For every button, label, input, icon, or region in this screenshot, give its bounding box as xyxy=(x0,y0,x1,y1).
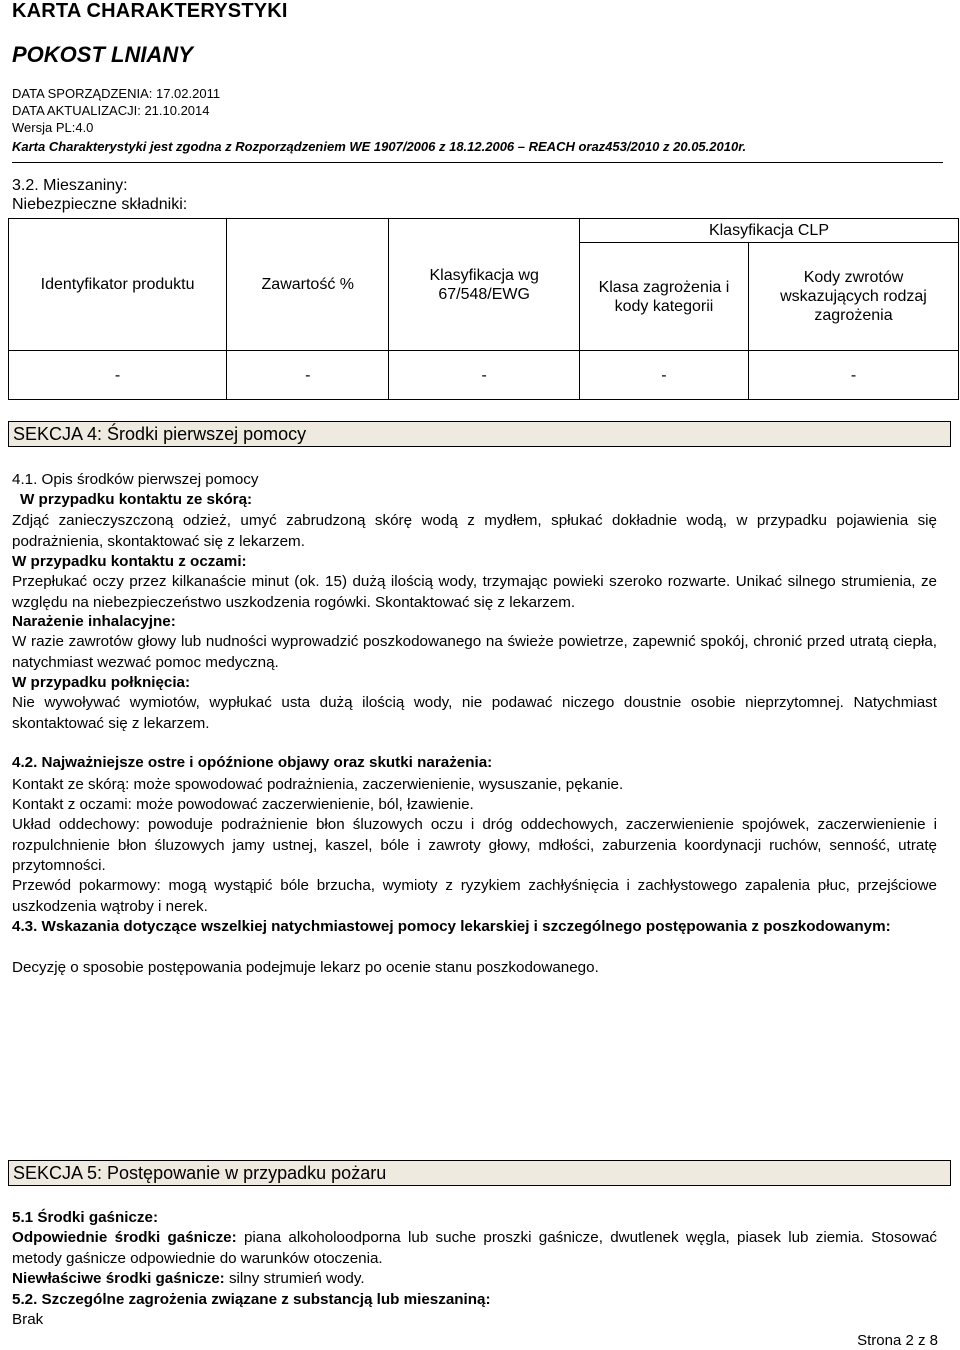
page-number: Strona 2 z 8 xyxy=(857,1332,938,1349)
col-header-product-id: Identyfikator produktu xyxy=(9,219,227,351)
table-cell: - xyxy=(389,351,580,400)
section-5-2-heading: 5.2. Szczególne zagrożenia związane z substancją lub mieszaniną: xyxy=(12,1291,491,1308)
unsuitable-extinguishing-media xyxy=(12,1269,937,1290)
inhalation-label: Narażenie inhalacyjne: xyxy=(12,613,176,630)
section-4-3-text: Decyzję o sposobie postępowania podejmuje lekarz po ocenie stanu poszkodowanego. xyxy=(12,959,599,976)
ingestion-label: W przypadku połknięcia: xyxy=(12,674,191,691)
date-created: DATA SPORZĄDZENIA: 17.02.2011 xyxy=(12,86,221,101)
section-4-1-heading: 4.1. Opis środków pierwszej pomocy xyxy=(12,471,259,488)
symptoms-respiratory: Układ oddechowy: powoduje podrażnienie błon śluzowych oczu i dróg oddechowych, zaczerwienienie spojówek, zaczerwienienie i rozpulchnienie błon śluzowych jamy ustnej, kaszel, bóle i zawroty głowy, mdłości, zaburzenia koordynacji ruchów, senność, utratę przytomności. xyxy=(12,816,937,874)
symptoms-eyes: Kontakt z oczami: może powodować zaczerwienienie, ból, łzawienie. xyxy=(12,796,474,813)
symptoms-skin: Kontakt ze skórą: może spowodować podrażnienia, zaczerwienienie, wysuszanie, pękanie. xyxy=(12,776,624,793)
unsuitable-media-text: silny strumień wody. xyxy=(228,1270,365,1287)
skin-contact-label: W przypadku kontaktu ze skórą: xyxy=(20,491,253,508)
section-4-3-heading: 4.3. Wskazania dotyczące wszelkiej natychmiastowej pomocy lekarskiej i szczególnego postępowania z poszkodowanym: xyxy=(12,918,891,935)
section-5-1-heading: 5.1 Środki gaśnicze: xyxy=(12,1209,159,1226)
date-updated: DATA AKTUALIZACJI: 21.10.2014 xyxy=(12,103,210,118)
section-4-2-heading: 4.2. Najważniejsze ostre i opóźnione objawy oraz skutki narażenia: xyxy=(12,754,493,771)
document-title: KARTA CHARAKTERYSTYKI xyxy=(12,0,288,22)
suitable-extinguishing-media xyxy=(12,1228,937,1269)
eye-contact-label: W przypadku kontaktu z oczami: xyxy=(12,553,247,570)
table-cell: - xyxy=(748,351,958,400)
section-3-2-heading: 3.2. Mieszaniny: xyxy=(12,177,128,194)
suitable-media-label: Odpowiednie środki gaśnicze: xyxy=(12,1229,237,1246)
section-5-2-text: Brak xyxy=(12,1311,44,1328)
table-cell: - xyxy=(9,351,227,400)
suitable-media-text: piana alkoholoodporna lub suche proszki gaśnicze, dwutlenek węgla, piasek lub ziemia. Stosować metody gaśnicze odpowiednie do warunków otoczenia. xyxy=(12,1229,937,1267)
inhalation-text: W razie zawrotów głowy lub nudności wyprowadzić poszkodowanego na świeże powietrze, zapewnić spokój, chronić przed utratą ciepła, natychmiast wezwać pomoc medyczną. xyxy=(12,633,937,671)
col-header-hazard-codes: Kody zwrotów wskazujących rodzaj zagrożenia xyxy=(748,243,958,351)
ingestion-text: Nie wywoływać wymiotów, wypłukać usta dużą ilością wody, nie podawać niczego doustnie osobie nieprzytomnej. Natychmiast skontaktować się z lekarzem. xyxy=(12,694,937,732)
col-header-content: Zawartość % xyxy=(227,219,389,351)
table-cell: - xyxy=(579,351,748,400)
col-header-clp: Klasyfikacja CLP xyxy=(579,219,958,243)
hazardous-components-table xyxy=(8,218,959,400)
eye-contact-text: Przepłukać oczy przez kilkanaście minut (ok. 15) dużą ilością wody, trzymając powieki szeroko rozwarte. Unikać silnego strumienia, ze względu na niebezpieczeństwo uszkodzenia rogówki. Skontaktować się z lekarzem. xyxy=(12,573,937,611)
symptoms-digestive: Przewód pokarmowy: mogą wystąpić bóle brzucha, wymioty z ryzykiem zachłyśnięcia i zachłystowego zapalenia płuc, przejściowe uszkodzenia wątroby i nerek. xyxy=(12,877,937,915)
product-name: POKOST LNIANY xyxy=(12,42,193,67)
skin-contact-text: Zdjąć zanieczyszczoną odzież, umyć zabrudzoną skórę wodą z mydłem, spłukać dokładnie wodą, w przypadku pojawienia się podrażnienia, skontaktować się z lekarzem. xyxy=(12,512,937,550)
version: Wersja PL:4.0 xyxy=(12,120,94,135)
regulation-note: Karta Charakterystyki jest zgodna z Rozporządzeniem WE 1907/2006 z 18.12.2006 – REACH oraz453/2010 z 20.05.2010r. xyxy=(12,139,747,154)
header-divider xyxy=(12,162,943,163)
unsuitable-media-label: Niewłaściwe środki gaśnicze: xyxy=(12,1270,225,1287)
section-5-header: SEKCJA 5: Postępowanie w przypadku pożaru xyxy=(8,1160,951,1186)
table-cell: - xyxy=(227,351,389,400)
hazardous-components-label: Niebezpieczne składniki: xyxy=(12,196,188,213)
section-4-header: SEKCJA 4: Środki pierwszej pomocy xyxy=(8,421,951,447)
col-header-hazard-class: Klasa zagrożenia i kody kategorii xyxy=(579,243,748,351)
col-header-classification-ewg: Klasyfikacja wg 67/548/EWG xyxy=(389,219,580,351)
